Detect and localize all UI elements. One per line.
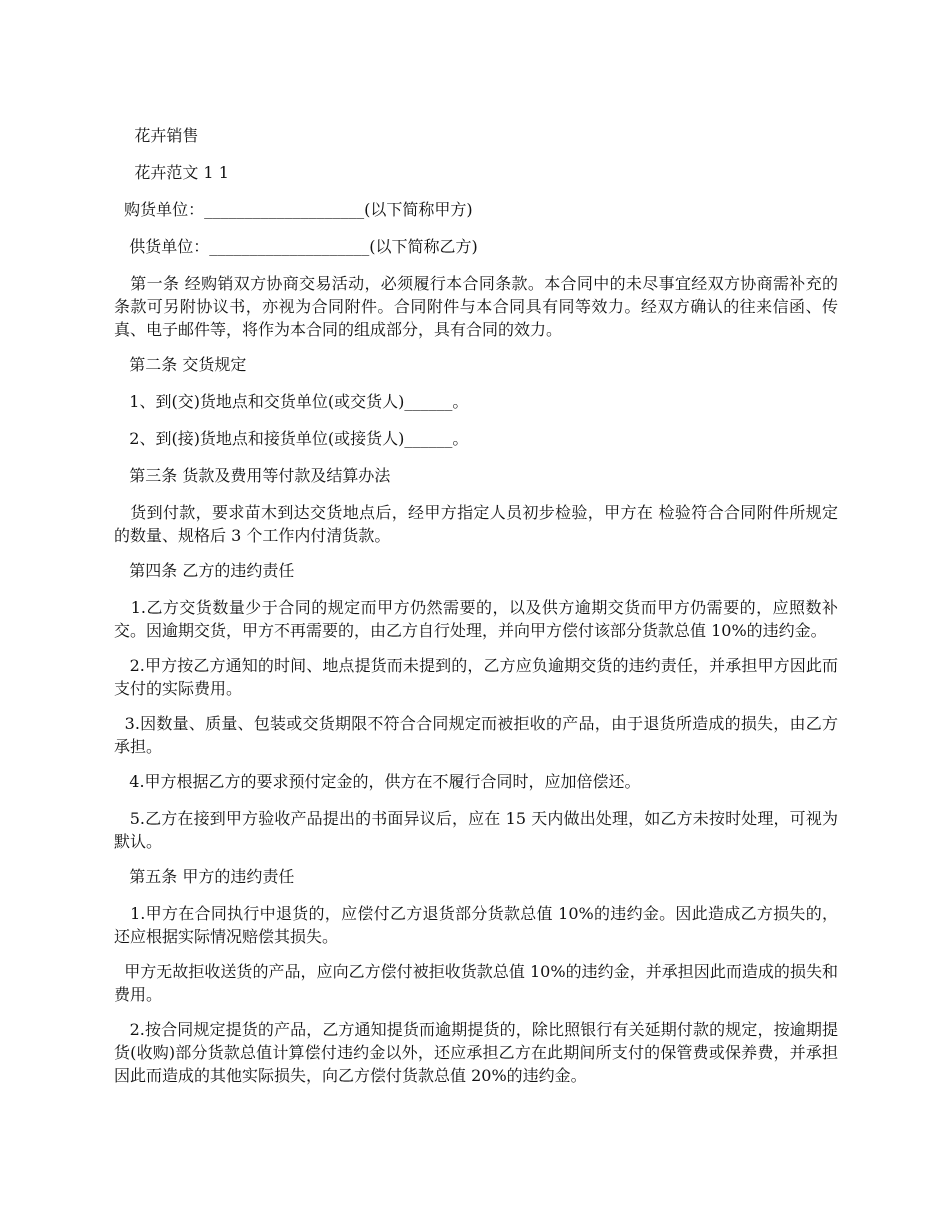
- article-4-item-5: 5.乙方在接到甲方验收产品提出的书面异议后，应在 15 天内做出处理，如乙方未按时处理，可视为默认。: [114, 809, 838, 851]
- article-5-item-2: 2.按合同规定提货的产品，乙方通知提货而逾期提货的，除比照银行有关延期付款的规定，按逾期提货(收购)部分货款总值计算偿付违约金以外，还应承担乙方在此期间所支付的保管费或保养费，并承担因此而造成的其他实际损失，向乙方偿付货款总值 20%的违约金。: [114, 1020, 838, 1085]
- supplier-line: 供货单位：____________________(以下简称乙方): [114, 237, 478, 256]
- article-5-heading: 第五条 甲方的违约责任: [114, 867, 295, 886]
- article-5-item-1: 1.甲方在合同执行中退货的，应偿付乙方退货部分货款总值 10%的违约金。因此造成乙方损失的，还应根据实际情况赔偿其损失。: [114, 904, 838, 946]
- article-3-heading: 第三条 货款及费用等付款及结算办法: [114, 466, 391, 485]
- article-3-paragraph: 货到付款，要求苗木到达交货地点后，经甲方指定人员初步检验，甲方在 检验符合合同附件所规定的数量、规格后 3 个工作内付清货款。: [114, 503, 838, 545]
- article-5-paragraph: 甲方无故拒收送货的产品，应向乙方偿付被拒收货款总值 10%的违约金，并承担因此而造成的损失和费用。: [114, 962, 839, 1004]
- article-4-item-1: 1.乙方交货数量少于合同的规定而甲方仍然需要的，以及供方逾期交货而甲方仍需要的，应照数补交。因逾期交货，甲方不再需要的，由乙方自行处理，并向甲方偿付该部分货款总值 10%的违约金。: [114, 598, 838, 640]
- buyer-line: 购货单位：____________________(以下简称甲方): [114, 200, 473, 219]
- article-4-item-4: 4.甲方根据乙方的要求预付定金的，供方在不履行合同时，应加倍偿还。: [114, 772, 641, 791]
- article-2-heading: 第二条 交货规定: [114, 355, 247, 374]
- document-subtitle: 花卉范文 1 1: [114, 163, 229, 182]
- article-4-item-2: 2.甲方按乙方通知的时间、地点提货而未提到的，乙方应负逾期交货的违约责任，并承担甲方因此而支付的实际费用。: [114, 656, 838, 698]
- article-2-item-2: 2、到(接)货地点和接货单位(或接货人)______。: [114, 429, 469, 448]
- article-2-item-1: 1、到(交)货地点和交货单位(或交货人)______。: [114, 392, 469, 411]
- article-4-heading: 第四条 乙方的违约责任: [114, 561, 295, 580]
- document-page: [114, 124, 838, 1099]
- article-4-item-3: 3.因数量、质量、包装或交货期限不符合合同规定而被拒收的产品，由于退货所造成的损失，由乙方承担。: [114, 714, 838, 756]
- article-1-paragraph: 第一条 经购销双方协商交易活动，必须履行本合同条款。本合同中的未尽事宜经双方协商需补充的条款可另附协议书，亦视为合同附件。合同附件与本合同具有同等效力。经双方确认的往来信函、传真、电子邮件等，将作为本合同的组成部分，具有合同的效力。: [114, 274, 838, 339]
- document-title: 花卉销售: [114, 126, 199, 145]
